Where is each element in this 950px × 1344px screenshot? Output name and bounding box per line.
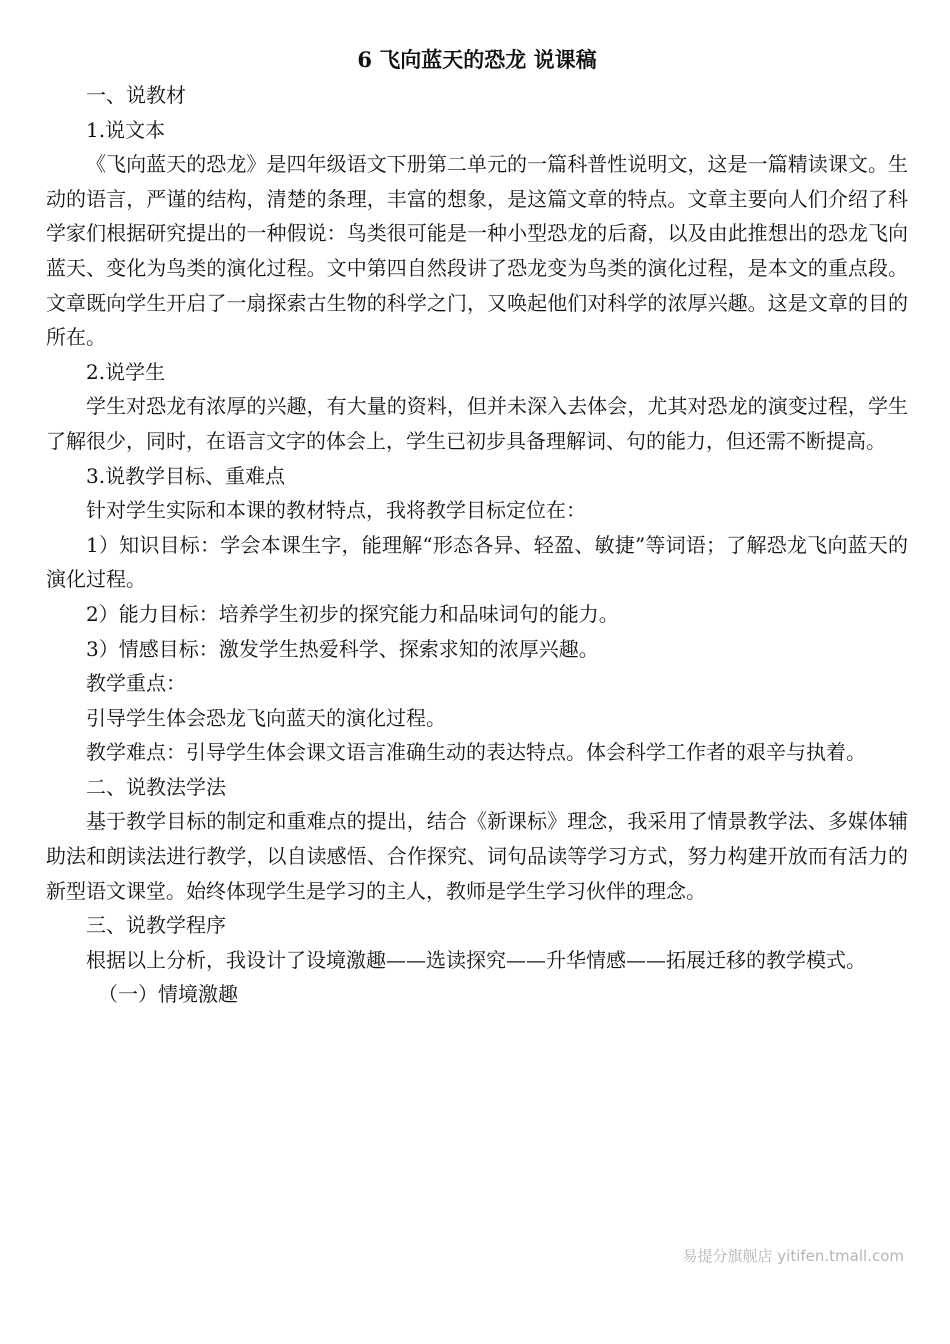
paragraph-goals-intro: 针对学生实际和本课的教材特点，我将教学目标定位在： (86, 498, 586, 523)
watermark-footer: 易提分旗舰店 yitifen.tmall.com (682, 1247, 904, 1265)
section-heading-procedure: 三、说教学程序 (86, 913, 226, 938)
paragraph-difficulty: 教学难点：引导学生体会课文语言准确生动的表达特点。体会科学工作者的艰辛与执着。 (86, 740, 866, 765)
subheading-situation: （一）情境激趣 (98, 982, 238, 1007)
paragraph-text-intro: 《飞向蓝天的恐龙》是四年级语文下册第二单元的一篇科普性说明文，这是一篇精读课文。生动的语言，严谨的结构，清楚的条理，丰富的想象，是这篇文章的特点。文章主要向人们介绍了科学家们根据研究提出的一种假说：鸟类很可能是一种小型恐龙的后裔，以及由此推想出的恐龙飞向蓝天、变化为鸟类的演化过程。文中第四自然段讲了恐龙变为鸟类的演化过程，是本文的重点段。文章既向学生开启了一扇探索古生物的科学之门，又唤起他们对科学的浓厚兴趣。这是文章的目的所在。 (46, 152, 908, 350)
paragraph-methods: 基于教学目标的制定和重难点的提出，结合《新课标》理念，我采用了情景教学法、多媒体辅助法和朗读法进行教学，以自读感悟、合作探究、词句品读等学习方式，努力构建开放而有活力的新型语文课堂。始终体现学生是学习的主人，教师是学生学习伙伴的理念。 (46, 809, 908, 903)
paragraph-procedure: 根据以上分析，我设计了设境激趣——选读探究——升华情感——拓展迁移的教学模式。 (86, 947, 866, 972)
document-page (46, 44, 908, 1012)
label-key-point: 教学重点： (86, 671, 186, 696)
paragraph-key-point: 引导学生体会恐龙飞向蓝天的演化过程。 (86, 705, 446, 730)
list-item-ability-goal: 2）能力目标：培养学生初步的探究能力和品味词句的能力。 (86, 601, 619, 626)
paragraph-students: 学生对恐龙有浓厚的兴趣，有大量的资料，但并未深入去体会，尤其对恐龙的演变过程，学生了解很少，同时，在语言文字的体会上，学生已初步具备理解词、句的能力，但还需不断提高。 (46, 394, 908, 453)
document-title: 6 飞向蓝天的恐龙 说课稿 (357, 47, 597, 72)
section-heading-teaching-material: 一、说教材 (86, 83, 186, 107)
subheading-students: 2.说学生 (86, 359, 166, 384)
subheading-goals: 3.说教学目标、重难点 (86, 463, 286, 488)
section-heading-methods: 二、说教法学法 (86, 774, 226, 799)
subheading-text: 1.说文本 (86, 117, 166, 142)
list-item-knowledge-goal: 1）知识目标：学会本课生字，能理解“形态各异、轻盈、敏捷”等词语；了解恐龙飞向蓝天的演化过程。 (46, 532, 908, 592)
list-item-emotion-goal: 3）情感目标：激发学生热爱科学、探索求知的浓厚兴趣。 (86, 636, 599, 661)
